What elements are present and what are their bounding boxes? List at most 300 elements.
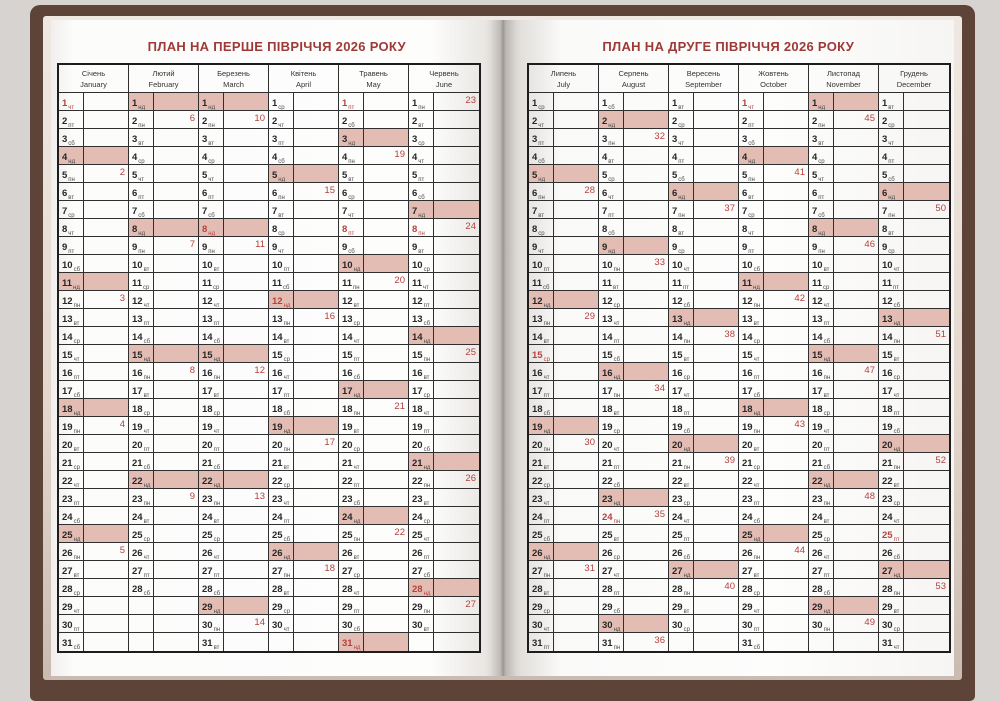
day-cell xyxy=(59,273,84,290)
week-number: 34 xyxy=(654,383,665,394)
notes-cell xyxy=(364,255,408,272)
weekday-label: сб xyxy=(613,483,621,489)
day-cell xyxy=(199,345,224,362)
day-cell xyxy=(59,489,84,506)
weekday-label: чт xyxy=(608,195,615,201)
weekday-label: пн xyxy=(418,231,425,237)
day-row xyxy=(879,201,949,219)
day-number: 15 xyxy=(62,350,73,361)
weekday-label: сб xyxy=(753,267,761,273)
day-row xyxy=(269,417,338,435)
week-number: 47 xyxy=(864,365,875,376)
day-number: 20 xyxy=(742,440,753,451)
day-row xyxy=(59,327,128,345)
weekday-label: пн xyxy=(208,249,215,255)
notes-cell xyxy=(434,183,479,200)
notes-cell xyxy=(834,381,878,398)
weekday-label: пт xyxy=(73,501,80,507)
day-cell xyxy=(669,237,694,254)
weekday-label: вт xyxy=(68,195,75,201)
day-cell xyxy=(809,579,834,596)
day-row xyxy=(59,507,128,525)
day-cell xyxy=(739,435,764,452)
notes-cell xyxy=(764,345,808,362)
day-number: 22 xyxy=(202,476,213,487)
day-row xyxy=(669,327,738,345)
day-cell xyxy=(529,219,554,236)
day-row xyxy=(809,165,878,183)
day-number: 22 xyxy=(342,476,353,487)
weekday-label: ср xyxy=(678,249,685,255)
day-cell xyxy=(879,507,904,524)
weekday-label: вт xyxy=(213,645,220,651)
notes-cell xyxy=(764,381,808,398)
day-cell xyxy=(879,255,904,272)
weekday-label: ср xyxy=(608,177,615,183)
weekday-label: ср xyxy=(613,303,620,309)
day-cell xyxy=(739,471,764,488)
day-cell xyxy=(599,615,624,632)
day-row xyxy=(599,615,668,633)
day-row xyxy=(739,201,808,219)
notes-cell xyxy=(84,111,128,128)
day-cell xyxy=(269,633,294,651)
notes-cell xyxy=(84,615,128,632)
day-cell xyxy=(409,417,434,434)
day-row xyxy=(129,273,198,291)
day-row xyxy=(599,255,668,273)
day-number: 28 xyxy=(62,584,73,595)
day-cell xyxy=(269,507,294,524)
week-number: 42 xyxy=(794,293,805,304)
day-cell xyxy=(669,471,694,488)
day-row xyxy=(129,165,198,183)
month-name-en: October xyxy=(760,80,787,89)
notes-cell xyxy=(554,291,598,308)
weekday-label: пт xyxy=(348,231,355,237)
day-cell xyxy=(269,579,294,596)
notes-cell xyxy=(434,525,479,542)
day-number: 6 xyxy=(132,188,138,199)
notes-cell xyxy=(224,435,268,452)
day-row xyxy=(739,273,808,291)
day-row xyxy=(529,471,598,489)
notes-cell xyxy=(904,579,949,596)
notes-cell xyxy=(154,381,198,398)
notes-cell xyxy=(364,147,408,164)
notes-cell xyxy=(364,399,408,416)
day-row xyxy=(879,579,949,597)
day-number: 19 xyxy=(812,422,823,433)
day-row xyxy=(129,597,198,615)
day-row xyxy=(269,399,338,417)
day-row xyxy=(809,399,878,417)
day-row xyxy=(269,615,338,633)
day-row xyxy=(269,201,338,219)
notes-cell xyxy=(294,183,338,200)
notes-cell xyxy=(624,183,668,200)
day-row xyxy=(339,309,408,327)
day-number: 27 xyxy=(812,566,823,577)
day-row xyxy=(529,453,598,471)
weekday-label: сб xyxy=(893,555,901,561)
day-number: 7 xyxy=(532,206,538,217)
day-number: 25 xyxy=(532,530,543,541)
weekday-label: пт xyxy=(613,339,620,345)
day-row xyxy=(59,363,128,381)
notes-cell xyxy=(294,237,338,254)
weekday-label: пн xyxy=(138,249,145,255)
day-cell xyxy=(529,435,554,452)
weekday-label: ср xyxy=(418,141,425,147)
day-number: 24 xyxy=(812,512,823,523)
notes-cell xyxy=(224,453,268,470)
notes-cell xyxy=(364,129,408,146)
month-name-uk: Січень xyxy=(81,69,106,78)
day-number: 6 xyxy=(342,188,348,199)
weekday-label: вт xyxy=(538,213,545,219)
day-row xyxy=(739,255,808,273)
weekday-label: пн xyxy=(818,123,825,129)
weekday-label: пн xyxy=(73,429,81,435)
day-number: 7 xyxy=(672,206,678,217)
day-cell xyxy=(809,417,834,434)
day-cell xyxy=(409,165,434,182)
month-name-uk: Березень xyxy=(217,69,250,78)
notes-cell xyxy=(224,381,268,398)
weekday-label: сб xyxy=(283,285,290,291)
notes-cell xyxy=(224,327,268,344)
day-row xyxy=(409,543,479,561)
day-number: 5 xyxy=(672,170,678,181)
month-name-en: August xyxy=(621,80,646,89)
day-number: 20 xyxy=(812,440,823,451)
day-number: 31 xyxy=(202,638,213,649)
page-title-left: ПЛАН НА ПЕРШЕ ПІВРІЧЧЯ 2026 РОКУ xyxy=(147,39,406,54)
weekday-label: пн xyxy=(213,501,221,507)
day-cell xyxy=(879,309,904,326)
day-number: 22 xyxy=(412,476,423,487)
day-cell xyxy=(129,129,154,146)
day-number: 16 xyxy=(62,368,73,379)
notes-cell xyxy=(624,165,668,182)
notes-cell xyxy=(364,615,408,632)
day-number: 6 xyxy=(602,188,608,199)
day-row xyxy=(599,435,668,453)
notes-cell xyxy=(224,525,268,542)
day-cell xyxy=(739,615,764,632)
weekday-label: чт xyxy=(283,501,290,507)
notes-cell xyxy=(224,633,268,651)
day-row xyxy=(599,381,668,399)
week-number: 51 xyxy=(935,329,946,340)
notes-cell xyxy=(434,579,479,596)
day-cell xyxy=(599,543,624,560)
day-row xyxy=(809,507,878,525)
day-cell xyxy=(809,381,834,398)
day-number: 30 xyxy=(672,620,683,631)
day-number: 26 xyxy=(342,548,353,559)
day-row xyxy=(409,615,479,633)
day-number: 29 xyxy=(672,602,683,613)
notes-cell xyxy=(294,561,338,578)
day-row xyxy=(809,273,878,291)
day-row xyxy=(879,165,949,183)
notes-cell xyxy=(554,273,598,290)
day-number: 23 xyxy=(532,494,543,505)
weekday-label: чт xyxy=(893,519,900,525)
day-number: 2 xyxy=(532,116,538,127)
notes-cell xyxy=(834,129,878,146)
weekday-label: чт xyxy=(208,177,215,183)
weekday-label: нд xyxy=(683,321,691,327)
day-row xyxy=(199,273,268,291)
day-cell xyxy=(339,363,364,380)
day-cell xyxy=(409,183,434,200)
day-row xyxy=(409,399,479,417)
day-number: 24 xyxy=(412,512,423,523)
weekday-label: нд xyxy=(423,339,431,345)
day-number: 24 xyxy=(132,512,143,523)
week-number: 26 xyxy=(465,473,476,484)
day-cell xyxy=(59,363,84,380)
day-number: 24 xyxy=(342,512,353,523)
weekday-label: чт xyxy=(543,375,550,381)
day-row xyxy=(199,561,268,579)
notes-cell xyxy=(624,507,668,524)
page-stack-edge xyxy=(43,16,962,680)
day-number: 12 xyxy=(342,296,353,307)
day-row xyxy=(669,453,738,471)
day-number: 15 xyxy=(202,350,213,361)
day-cell xyxy=(739,417,764,434)
day-cell xyxy=(339,219,364,236)
day-row xyxy=(599,417,668,435)
day-cell xyxy=(199,111,224,128)
day-cell xyxy=(669,561,694,578)
week-number: 13 xyxy=(254,491,265,502)
weekday-label: вт xyxy=(753,321,760,327)
weekday-label: сб xyxy=(68,141,75,147)
day-number: 9 xyxy=(602,242,608,253)
day-row xyxy=(599,327,668,345)
day-number: 24 xyxy=(532,512,543,523)
day-cell xyxy=(599,399,624,416)
weekday-label: вт xyxy=(613,411,620,417)
day-row xyxy=(739,471,808,489)
weekday-label: пт xyxy=(73,627,80,633)
notes-cell xyxy=(364,633,408,651)
day-row xyxy=(669,489,738,507)
day-row xyxy=(809,633,878,651)
notes-cell xyxy=(224,471,268,488)
weekday-label: нд xyxy=(613,627,621,633)
day-cell xyxy=(339,291,364,308)
week-number: 18 xyxy=(324,563,335,574)
weekday-label: пн xyxy=(283,573,291,579)
day-number: 27 xyxy=(202,566,213,577)
day-row xyxy=(59,309,128,327)
day-cell xyxy=(409,579,434,596)
day-number: 23 xyxy=(602,494,613,505)
day-cell xyxy=(339,147,364,164)
day-cell xyxy=(529,291,554,308)
day-cell xyxy=(129,183,154,200)
notes-cell xyxy=(84,417,128,434)
day-number: 17 xyxy=(672,386,683,397)
day-cell xyxy=(339,471,364,488)
day-cell xyxy=(599,165,624,182)
notes-cell xyxy=(434,237,479,254)
day-number: 8 xyxy=(602,224,608,235)
weekday-label: ср xyxy=(823,285,830,291)
weekday-label: пн xyxy=(753,429,761,435)
day-cell xyxy=(809,399,834,416)
day-number: 3 xyxy=(882,134,888,145)
day-cell xyxy=(409,237,434,254)
day-number: 7 xyxy=(412,206,418,217)
day-number: 12 xyxy=(812,296,823,307)
day-row xyxy=(879,93,949,111)
day-number: 23 xyxy=(132,494,143,505)
day-number: 7 xyxy=(202,206,208,217)
weekday-label: пт xyxy=(753,501,760,507)
day-cell xyxy=(879,363,904,380)
notes-cell xyxy=(224,129,268,146)
day-number: 30 xyxy=(62,620,73,631)
weekday-label: вт xyxy=(213,267,220,273)
day-row xyxy=(199,219,268,237)
day-number: 7 xyxy=(812,206,818,217)
day-cell xyxy=(199,129,224,146)
day-cell xyxy=(59,543,84,560)
week-number: 44 xyxy=(794,545,805,556)
day-row xyxy=(409,453,479,471)
day-cell xyxy=(669,147,694,164)
notes-cell xyxy=(764,561,808,578)
weekday-label: чт xyxy=(418,159,425,165)
day-row xyxy=(529,579,598,597)
weekday-label: пн xyxy=(353,537,361,543)
day-cell xyxy=(809,201,834,218)
notes-cell xyxy=(434,615,479,632)
day-cell xyxy=(599,327,624,344)
day-row xyxy=(599,201,668,219)
notes-cell xyxy=(224,399,268,416)
day-number: 1 xyxy=(342,98,348,109)
day-row xyxy=(409,381,479,399)
weekday-label: пт xyxy=(678,159,685,165)
day-row xyxy=(739,363,808,381)
day-number: 13 xyxy=(62,314,73,325)
weekday-label: ср xyxy=(683,627,690,633)
day-row xyxy=(199,453,268,471)
day-row xyxy=(809,543,878,561)
day-cell xyxy=(339,525,364,542)
day-cell xyxy=(199,327,224,344)
day-row xyxy=(59,615,128,633)
notes-cell xyxy=(364,435,408,452)
day-number: 27 xyxy=(412,566,423,577)
day-row xyxy=(879,111,949,129)
weekday-label: нд xyxy=(683,573,691,579)
day-number: 16 xyxy=(882,368,893,379)
notes-cell xyxy=(834,525,878,542)
notes-cell xyxy=(294,201,338,218)
day-cell xyxy=(599,381,624,398)
notes-cell xyxy=(904,561,949,578)
notes-cell xyxy=(834,183,878,200)
notes-cell xyxy=(364,561,408,578)
day-row xyxy=(269,435,338,453)
day-row xyxy=(529,219,598,237)
day-row xyxy=(879,309,949,327)
day-cell xyxy=(809,345,834,362)
day-number: 18 xyxy=(342,404,353,415)
day-row xyxy=(199,201,268,219)
day-number: 20 xyxy=(532,440,543,451)
day-number: 7 xyxy=(882,206,888,217)
day-cell xyxy=(339,453,364,470)
day-row xyxy=(529,165,598,183)
day-cell xyxy=(599,111,624,128)
day-cell xyxy=(269,273,294,290)
weekday-label: чт xyxy=(893,267,900,273)
day-cell xyxy=(599,219,624,236)
day-cell xyxy=(669,111,694,128)
weekday-label: нд xyxy=(888,195,896,201)
day-cell xyxy=(409,345,434,362)
notes-cell xyxy=(554,561,598,578)
day-row xyxy=(529,111,598,129)
day-cell xyxy=(809,237,834,254)
week-number: 27 xyxy=(465,599,476,610)
day-row xyxy=(339,273,408,291)
weekday-label: нд xyxy=(818,231,826,237)
notes-cell xyxy=(834,597,878,614)
page-right xyxy=(503,20,955,676)
day-number: 27 xyxy=(882,566,893,577)
notes-cell xyxy=(224,417,268,434)
notes-cell xyxy=(434,147,479,164)
weekday-label: пн xyxy=(753,555,761,561)
weekday-label: чт xyxy=(683,519,690,525)
day-row xyxy=(529,345,598,363)
weekday-label: ср xyxy=(538,231,545,237)
weekday-label: ср xyxy=(888,249,895,255)
day-row xyxy=(269,471,338,489)
day-cell xyxy=(669,345,694,362)
weekday-label: ср xyxy=(353,573,360,579)
month-name-uk: Лютий xyxy=(152,69,175,78)
day-row xyxy=(669,165,738,183)
weekday-label: вт xyxy=(143,519,150,525)
weekday-label: вт xyxy=(893,357,900,363)
day-number: 30 xyxy=(812,620,823,631)
day-cell xyxy=(599,579,624,596)
weekday-label: чт xyxy=(423,411,430,417)
day-cell xyxy=(879,435,904,452)
weekday-label: ср xyxy=(283,609,290,615)
day-number: 28 xyxy=(202,584,213,595)
day-row xyxy=(879,327,949,345)
weekday-label: нд xyxy=(538,177,546,183)
weekday-label: пн xyxy=(893,339,901,345)
notes-cell xyxy=(764,93,808,110)
notes-cell xyxy=(624,435,668,452)
day-number: 21 xyxy=(532,458,543,469)
day-cell xyxy=(59,471,84,488)
